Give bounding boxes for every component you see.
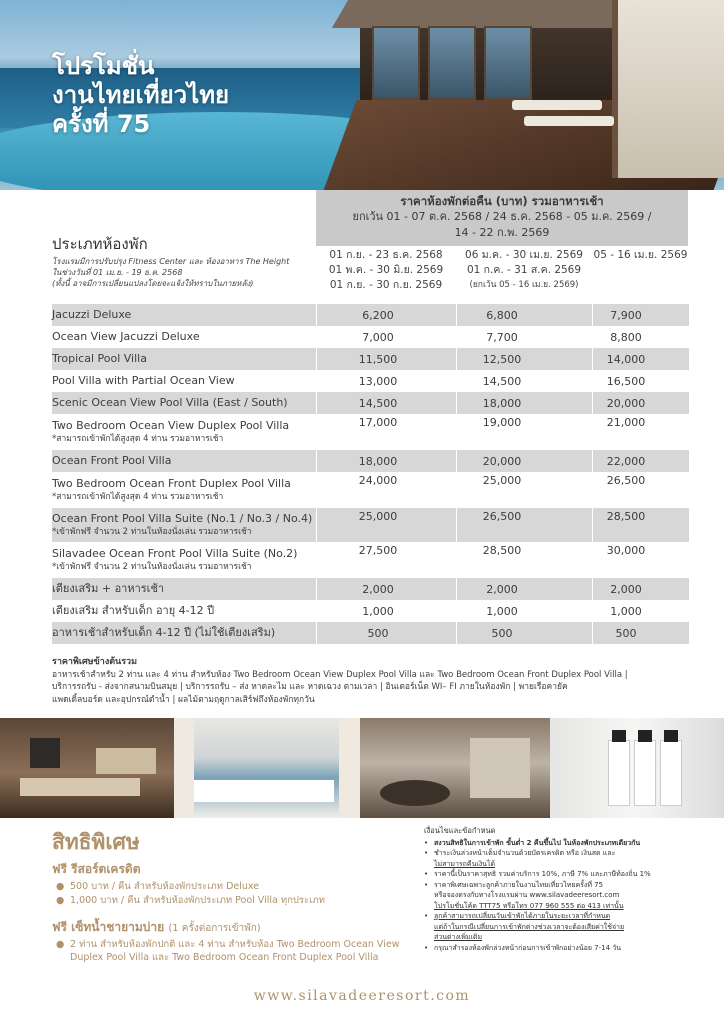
- rate-cell: 500: [615, 626, 637, 640]
- included-line: บริการรถรับ - ส่งจากสนามบินสมุย | บริการรถรับ – ส่ง หาดละไม และ หาดเฉวง ตามเวลา | อินเตอร์เน็ต WI– FI ภายในห้องพัก | พายเรือคายัค: [52, 682, 568, 692]
- bedroom-photo: [174, 718, 360, 818]
- term-item: [424, 880, 694, 912]
- rate-cell: 20,000: [606, 396, 646, 410]
- included-services: [52, 656, 682, 706]
- rate-cell: 21,000: [606, 416, 646, 429]
- title-line: งานไทยเที่ยวไทย: [52, 81, 230, 109]
- table-row: [52, 326, 689, 348]
- season-column-3: [592, 248, 689, 304]
- term-text: ลูกค้าสามารถเปลี่ยนวันเข้าพักได้ภายในระยะเวลาที่กำหนด: [434, 912, 611, 920]
- season-date: 01 ก.ย. - 30 ก.ย. 2569: [329, 279, 443, 291]
- afternoon-tea-label: ฟรี เซ็ทน้ำชายามบ่าย: [52, 920, 165, 934]
- table-row: [52, 414, 689, 450]
- website-url[interactable]: www.silavadeeresort.com: [253, 988, 471, 1004]
- season-column-2: [456, 248, 592, 304]
- sun-lounger: [512, 100, 602, 110]
- season-date: 01 พ.ค. - 30 มิ.ย. 2569: [328, 264, 444, 276]
- title-line: โปรโมชั่น: [52, 52, 155, 80]
- rate-header-exclusion: ยกเว้น 01 - 07 ต.ค. 2568 / 24 ธ.ค. 2568 - 05 ม.ค. 2569 /: [352, 210, 652, 223]
- villa-window: [372, 26, 420, 100]
- rate-cell: 2,000: [362, 582, 394, 596]
- lounge-photo: [0, 718, 174, 818]
- afternoon-tea-item: ● 2 ท่าน สำหรับห้องพักปกติ และ 4 ท่าน สำหรับห้อง Two Bedroom Ocean View: [56, 939, 400, 950]
- rate-cell: 30,000: [606, 544, 646, 557]
- rate-cell: 1,000: [362, 604, 394, 618]
- rate-cell: 17,000: [358, 416, 398, 429]
- season-column-1: [316, 248, 456, 304]
- table-row: [52, 450, 689, 472]
- rate-cell: 18,000: [482, 396, 522, 410]
- table-row: [52, 508, 689, 542]
- resort-credit-item: ● 500 บาท / คืน สำหรับห้องพักประเภท Deluxe: [56, 881, 260, 892]
- room-name: Ocean View Jacuzzi Deluxe: [52, 330, 200, 343]
- rate-cell: 6,200: [362, 308, 394, 322]
- renovation-note-line: (ทั้งนี้ อาจมีการเปลี่ยนแปลงโดยจะแจ้งให้ทราบในภายหลัง): [52, 279, 254, 288]
- rate-cell: 25,000: [358, 510, 398, 523]
- sun-lounger: [524, 116, 614, 126]
- rate-cell: 19,000: [482, 416, 522, 429]
- term-text: หรือจองตรงกับทางโรงแรมผ่าน www.silavadeeresort.com: [434, 891, 620, 899]
- villa-window: [484, 26, 532, 100]
- room-name-text: Silavadee Ocean Front Pool Villa Suite (No.2): [52, 547, 298, 560]
- cabana-daybed: [612, 0, 724, 178]
- rate-cell: 2,000: [610, 582, 642, 596]
- rate-cell: 500: [367, 626, 389, 640]
- room-name-text: Ocean Front Pool Villa Suite (No.1 / No.3 / No.4): [52, 512, 313, 525]
- rate-cell: 14,500: [482, 374, 522, 388]
- rate-cell: 11,500: [358, 352, 398, 366]
- term-text: ราคาพิเศษเฉพาะลูกค้าภายในงานไทยเที่ยวไทยครั้งที่ 75: [434, 880, 604, 889]
- table-row: [52, 472, 689, 508]
- rate-cell: 14,000: [606, 352, 646, 366]
- table-row: [52, 578, 689, 600]
- room-name-text: Two Bedroom Ocean Front Duplex Pool Villa: [52, 477, 291, 490]
- term-text: ชำระเงินล่วงหน้าเต็มจำนวนด้วยบัตรเครดิต หรือ เงินสด และ: [434, 849, 616, 857]
- season-date: 01 ก.ค. - 31 ส.ค. 2569: [466, 264, 582, 276]
- afternoon-tea-limit: (1 ครั้งต่อการเข้าพัก): [168, 923, 261, 934]
- privileges-title: สิทธิพิเศษ: [52, 830, 140, 854]
- rate-cell: 24,000: [358, 474, 398, 487]
- terms-heading: เงื่อนไขและข้อกำหนด: [424, 826, 496, 835]
- room-name: [52, 477, 316, 503]
- rate-cell: 26,500: [482, 510, 522, 523]
- rate-cell: 14,500: [358, 396, 398, 410]
- term-text: ไม่สามารถคืนเงินได้: [434, 859, 496, 868]
- room-note: *สามารถเข้าพักได้สูงสุด 4 ท่าน รวมอาหารเช้า: [52, 434, 224, 444]
- rate-cell: 25,000: [482, 474, 522, 487]
- rate-cell: 20,000: [482, 454, 522, 468]
- room-name: [52, 419, 316, 445]
- rate-cell: 26,500: [606, 474, 646, 487]
- rate-cell: 28,500: [482, 544, 522, 557]
- table-row: [52, 304, 689, 326]
- rate-header: [316, 190, 688, 246]
- table-row: [52, 370, 689, 392]
- table-row: [52, 392, 689, 414]
- rate-header-title: ราคาห้องพักต่อคืน (บาท) รวมอาหารเช้า: [400, 194, 604, 208]
- rate-cell: 7,000: [362, 330, 394, 344]
- afternoon-tea-heading: [52, 918, 261, 937]
- room-name: Ocean Front Pool Villa: [52, 454, 172, 467]
- rate-cell: 12,500: [482, 352, 522, 366]
- rate-header-exclusion-cont: 14 - 22 ก.พ. 2569: [454, 226, 550, 239]
- room-name: อาหารเช้าสำหรับเด็ก 4-12 ปี (ไม่ใช้เตียงเสริม): [52, 626, 276, 639]
- rate-cell: 7,900: [610, 308, 642, 322]
- season-exception: (ยกเว้น 05 - 16 เม.ย. 2569): [469, 280, 579, 290]
- table-row: [52, 348, 689, 370]
- room-note: *เข้าพักฟรี จำนวน 2 ท่านในห้องนั่งเล่น รวมอาหารเช้า: [52, 527, 252, 537]
- term-item: [424, 943, 694, 954]
- villa-window: [428, 26, 476, 100]
- room-note: *เข้าพักฟรี จำนวน 2 ท่านในห้องนั่งเล่น รวมอาหารเช้า: [52, 562, 252, 572]
- included-line: อาหารเช้าสำหรับ 2 ท่าน และ 4 ท่าน สำหรับห้อง Two Bedroom Ocean View Duplex Pool Villa และ Two Bedroom Ocean Front Duplex Pool Villa |: [52, 669, 628, 680]
- toiletries-photo: [550, 718, 724, 818]
- table-row: [52, 600, 689, 622]
- room-type-heading: ประเภทห้องพัก: [52, 235, 148, 253]
- term-text: โปรโมชั่นโค้ด TTT75 หรือโทร 077 960 555 ต่อ 413 เท่านั้น: [434, 901, 624, 910]
- benefit-text: 2 ท่าน สำหรับห้องพักปกติ และ 4 ท่าน สำหรับห้อง Two Bedroom Ocean View: [70, 939, 400, 950]
- promotion-title: [52, 52, 229, 139]
- renovation-note: [52, 256, 314, 289]
- rate-cell: 27,500: [358, 544, 398, 557]
- room-name: เตียงเสริม สำหรับเด็ก อายุ 4-12 ปี: [52, 604, 215, 617]
- benefit-text: 500 บาท / คืน สำหรับห้องพักประเภท Deluxe: [70, 881, 260, 892]
- villa-roof: [332, 0, 628, 28]
- renovation-note-line: ในช่วงวันที่ 01 เม.ย. - 19 ธ.ค. 2568: [52, 268, 183, 277]
- included-heading: ราคาพิเศษข้างต้นรวม: [52, 657, 138, 667]
- room-name: เตียงเสริม + อาหารเช้า: [52, 582, 165, 595]
- room-name: Scenic Ocean View Pool Villa (East / South): [52, 396, 288, 409]
- renovation-note-line: โรงแรมมีการปรับปรุง Fitness Center และ ห้องอาหาร The Height: [52, 257, 290, 266]
- table-row: [52, 542, 689, 578]
- table-row: [52, 622, 689, 644]
- rate-table: [52, 304, 689, 644]
- term-text: กรุณาสำรองห้องพักล่วงหน้าก่อนการเข้าพักอย่างน้อย 7-14 วัน: [434, 943, 621, 952]
- photo-strip: [0, 718, 724, 818]
- term-item: [424, 848, 694, 869]
- term-item: [424, 911, 694, 943]
- room-name: Jacuzzi Deluxe: [52, 308, 132, 321]
- rate-cell: 7,700: [486, 330, 518, 344]
- resort-credit-item: ● 1,000 บาท / คืน สำหรับห้องพักประเภท Pool Villa ทุกประเภท: [56, 895, 325, 906]
- room-name: Tropical Pool Villa: [52, 352, 147, 365]
- season-date: 01 ก.ย. - 23 ธ.ค. 2568: [329, 249, 443, 261]
- rate-cell: 2,000: [486, 582, 518, 596]
- rate-cell: 28,500: [606, 510, 646, 523]
- season-date: 06 ม.ค. - 30 เม.ย. 2569: [465, 249, 583, 261]
- room-name: [52, 512, 316, 538]
- rate-cell: 16,500: [606, 374, 646, 388]
- room-note: *สามารถเข้าพักได้สูงสุด 4 ท่าน รวมอาหารเช้า: [52, 492, 224, 502]
- included-line: แพดเดิ้ลบอร์ด และอุปกรณ์ดำน้ำ | ผลไม้ตามฤดูกาลเสิร์ฟถึงห้องพักทุกวัน: [52, 694, 315, 705]
- bathroom-photo: [360, 718, 550, 818]
- rate-cell: 22,000: [606, 454, 646, 468]
- rate-cell: 13,000: [358, 374, 398, 388]
- term-text: ราคานี้เป็นราคาสุทธิ รวมค่าบริการ 10%, ภาษี 7% และภาษีท้องถิ่น 1%: [434, 870, 651, 878]
- resort-credit-heading: ฟรี รีสอร์ตเครดิต: [52, 862, 141, 876]
- rate-cell: 6,800: [486, 308, 518, 322]
- room-name: [52, 547, 316, 573]
- rate-cell: 18,000: [358, 454, 398, 468]
- term-text: สงวนสิทธิในการเข้าพัก ขั้นต่ำ 2 คืนขึ้นไป ในห้องพักประเภทเดียวกัน: [434, 838, 641, 847]
- room-name-text: Two Bedroom Ocean View Duplex Pool Villa: [52, 419, 290, 432]
- room-name: Pool Villa with Partial Ocean View: [52, 374, 235, 387]
- hero-photo: [0, 0, 724, 190]
- term-text: ส่วนต่างเพิ่มเติม: [434, 933, 483, 941]
- rate-cell: 8,800: [610, 330, 642, 344]
- rate-cell: 500: [491, 626, 513, 640]
- term-item: [424, 838, 694, 849]
- rate-cell: 1,000: [486, 604, 518, 618]
- term-text: แต่ถ้าในกรณีเปลี่ยนการเข้าพักต่างช่วงเวลาจะต้องเสียค่าใช้จ่าย: [434, 922, 625, 931]
- season-date: 05 - 16 เม.ย. 2569: [593, 249, 688, 261]
- rate-cell: 1,000: [610, 604, 642, 618]
- terms-and-conditions: [424, 826, 694, 953]
- title-line: ครั้งที่ 75: [52, 110, 151, 138]
- term-item: [424, 869, 694, 880]
- afternoon-tea-item-cont: Duplex Pool Villa และ Two Bedroom Ocean Front Duplex Pool Villa: [70, 952, 379, 963]
- benefit-text: 1,000 บาท / คืน สำหรับห้องพักประเภท Pool Villa ทุกประเภท: [70, 895, 325, 906]
